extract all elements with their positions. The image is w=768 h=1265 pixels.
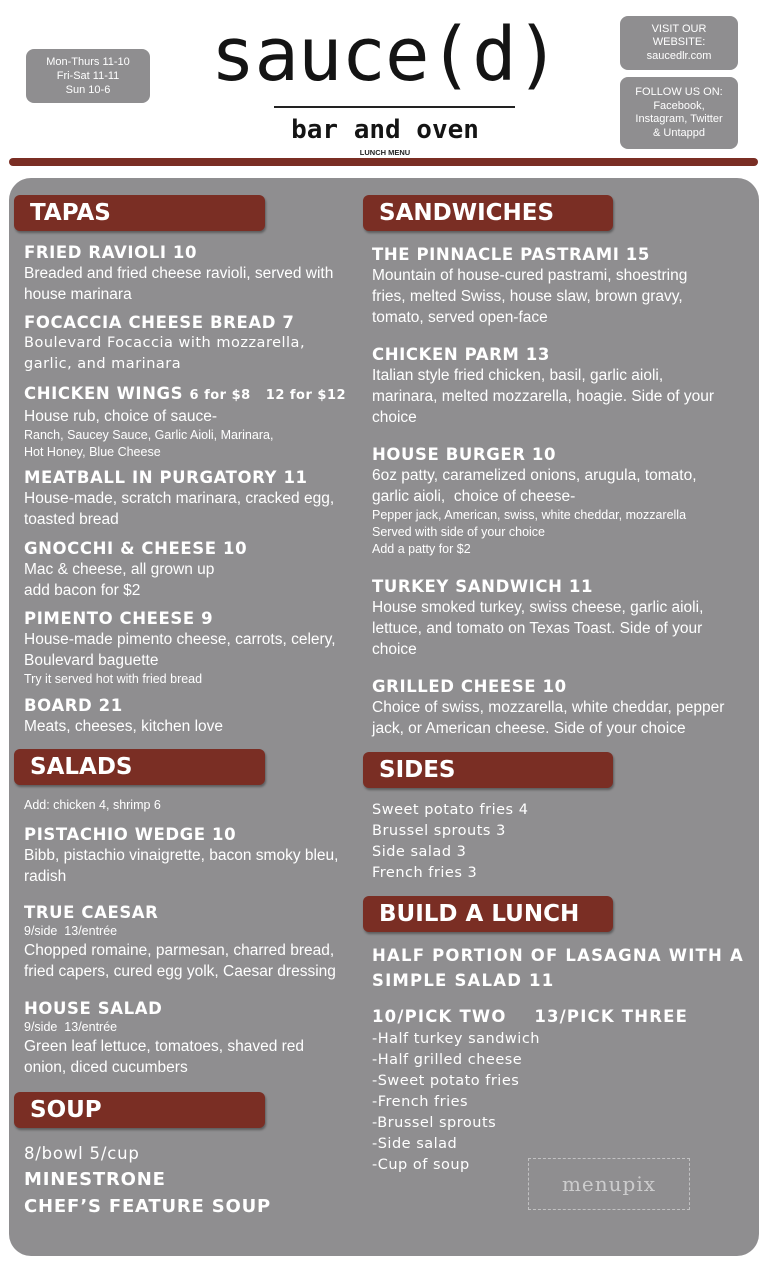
build-option: -Side salad — [372, 1136, 458, 1152]
item-desc: radish — [24, 868, 67, 885]
website-url: saucedlr.com — [646, 49, 712, 62]
menu-item — [372, 677, 742, 739]
item-title-text: CHICKEN WINGS — [24, 384, 184, 403]
item-title: HOUSE SALAD — [24, 999, 163, 1018]
item-title: GNOCCHI & CHEESE 10 — [24, 539, 248, 558]
website-line: VISIT OUR — [651, 22, 707, 35]
menu-item — [372, 445, 742, 558]
menu-item — [24, 903, 364, 982]
item-note: Add a patty for $2 — [372, 542, 471, 556]
item-title: BOARD 21 — [24, 696, 123, 715]
hours-box — [26, 49, 150, 103]
item-note: Try it served hot with fried bread — [24, 672, 203, 686]
item-desc: tomato, served open-face — [372, 309, 548, 326]
item-desc: marinara, melted mozzarella, hoagie. Side of your — [372, 388, 715, 405]
soup-item: CHEF’S FEATURE SOUP — [24, 1196, 271, 1217]
item-desc: Meats, cheeses, kitchen love — [24, 718, 224, 735]
item-desc: onion, diced cucumbers — [24, 1059, 188, 1076]
item-title: FOCACCIA CHEESE BREAD 7 — [24, 313, 295, 332]
section-heading-sides: SIDES — [363, 752, 613, 788]
menu-item — [24, 468, 364, 530]
build-option: -French fries — [372, 1094, 469, 1110]
section-heading-salads: SALADS — [14, 749, 265, 785]
item-title: THE PINNACLE PASTRAMI 15 — [372, 245, 650, 264]
item-desc: fries, melted Swiss, house slaw, brown gravy, — [372, 288, 683, 305]
menu-item — [24, 999, 364, 1078]
item-title: MEATBALL IN PURGATORY 11 — [24, 468, 308, 487]
brand-subtitle: bar and oven — [291, 115, 479, 145]
item-title: PISTACHIO WEDGE 10 — [24, 825, 237, 844]
build-option: -Half turkey sandwich — [372, 1031, 540, 1047]
menu-item — [24, 609, 364, 688]
build-option: -Half grilled cheese — [372, 1052, 523, 1068]
item-desc: toasted bread — [24, 511, 119, 528]
item-desc: Choice of swiss, mozzarella, white cheddar, pepper — [372, 699, 725, 716]
brand-divider — [274, 106, 515, 108]
menu-item — [24, 243, 364, 305]
build-pick-line: 10/PICK TWO 13/PICK THREE — [372, 1007, 689, 1026]
section-heading-soup: SOUP — [14, 1092, 265, 1128]
build-option: -Cup of soup — [372, 1157, 470, 1173]
side-item: Sweet potato fries 4 — [372, 802, 529, 818]
item-desc: Boulevard baguette — [24, 652, 159, 669]
section-heading-sandwiches: SANDWICHES — [363, 195, 613, 231]
header-divider — [9, 158, 758, 166]
item-desc: 6oz patty, caramelized onions, arugula, tomato, — [372, 467, 697, 484]
item-desc: Green leaf lettuce, tomatoes, shaved red — [24, 1038, 305, 1055]
item-desc: fried capers, cured egg yolk, Caesar dressing — [24, 963, 336, 980]
section-heading-tapas: TAPAS — [14, 195, 265, 231]
social-line: & Untappd — [653, 126, 705, 139]
item-desc: Breaded and fried cheese ravioli, served with — [24, 265, 334, 282]
item-desc: House rub, choice of sauce- — [24, 408, 217, 425]
hours-line: Mon-Thurs 11-10 — [46, 56, 130, 68]
item-note: Ranch, Saucey Sauce, Garlic Aioli, Marinara, — [24, 428, 274, 442]
item-title: TRUE CAESAR — [24, 903, 159, 922]
item-desc: house marinara — [24, 286, 132, 303]
item-desc: garlic aioli, choice of cheese- — [372, 488, 576, 505]
menu-item — [372, 245, 742, 328]
item-title: CHICKEN PARM 13 — [372, 345, 550, 364]
side-item: French fries 3 — [372, 865, 478, 881]
item-title — [24, 384, 364, 406]
item-title: GRILLED CHEESE 10 — [372, 677, 567, 696]
item-desc: garlic, and marinara — [24, 356, 182, 372]
website-line: WEBSITE: — [652, 36, 706, 49]
section-heading-build-a-lunch: BUILD A LUNCH — [363, 896, 613, 932]
build-option: -Sweet potato fries — [372, 1073, 520, 1089]
build-special: SIMPLE SALAD 11 — [372, 971, 555, 990]
menu-label: LUNCH MENU — [359, 148, 411, 157]
menu-item — [24, 696, 364, 737]
salad-add-note: Add: chicken 4, shrimp 6 — [24, 798, 161, 812]
brand-logo: sauce(d) — [210, 12, 560, 98]
watermark-logo: menupix — [528, 1158, 690, 1210]
item-desc: Bibb, pistachio vinaigrette, bacon smoky bleu, — [24, 847, 339, 864]
item-desc: House-made pimento cheese, carrots, celery, — [24, 631, 336, 648]
social-line: Facebook, — [653, 99, 705, 112]
item-desc: Boulevard Focaccia with mozzarella, — [24, 335, 306, 351]
item-desc: lettuce, and tomato on Texas Toast. Side of your — [372, 620, 703, 637]
item-note: Hot Honey, Blue Cheese — [24, 445, 161, 459]
build-option: -Brussel sprouts — [372, 1115, 497, 1131]
item-desc: add bacon for $2 — [24, 582, 141, 599]
item-note: Pepper jack, American, swiss, white cheddar, mozzarella — [372, 508, 687, 522]
item-title: TURKEY SANDWICH 11 — [372, 577, 594, 596]
item-desc: jack, or American cheese. Side of your choice — [372, 720, 686, 737]
hours-line: Sun 10-6 — [65, 84, 111, 96]
social-box — [620, 77, 738, 149]
item-title: HOUSE BURGER 10 — [372, 445, 557, 464]
social-line: Instagram, Twitter — [635, 113, 723, 125]
website-box — [620, 16, 738, 70]
item-title: FRIED RAVIOLI 10 — [24, 243, 198, 262]
side-item: Side salad 3 — [372, 844, 467, 860]
item-price: 6 for $8 12 for $12 — [189, 388, 347, 403]
item-sizes: 9/side 13/entrée — [24, 1020, 118, 1034]
item-desc: House smoked turkey, swiss cheese, garlic aioli, — [372, 599, 704, 616]
item-desc: House-made, scratch marinara, cracked egg, — [24, 490, 335, 507]
soup-prices: 8/bowl 5/cup — [24, 1144, 140, 1163]
item-desc: choice — [372, 641, 417, 658]
item-desc: choice — [372, 409, 417, 426]
menu-item — [24, 825, 364, 887]
item-note: Served with side of your choice — [372, 525, 546, 539]
soup-item: MINESTRONE — [24, 1169, 166, 1190]
menu-item — [24, 313, 364, 375]
item-desc: Mountain of house-cured pastrami, shoestring — [372, 267, 688, 284]
menu-item — [372, 345, 742, 428]
social-line: FOLLOW US ON: — [635, 86, 723, 98]
item-desc: Mac & cheese, all grown up — [24, 561, 215, 578]
item-desc: Chopped romaine, parmesan, charred bread, — [24, 942, 335, 959]
menu-item — [24, 384, 364, 461]
menu-item — [24, 539, 364, 601]
side-item: Brussel sprouts 3 — [372, 823, 506, 839]
build-special: HALF PORTION OF LASAGNA WITH A — [372, 946, 744, 965]
item-sizes: 9/side 13/entrée — [24, 924, 118, 938]
menu-item — [372, 577, 742, 660]
hours-line: Fri-Sat 11-11 — [56, 70, 120, 82]
item-title: PIMENTO CHEESE 9 — [24, 609, 214, 628]
item-desc: Italian style fried chicken, basil, garlic aioli, — [372, 367, 664, 384]
